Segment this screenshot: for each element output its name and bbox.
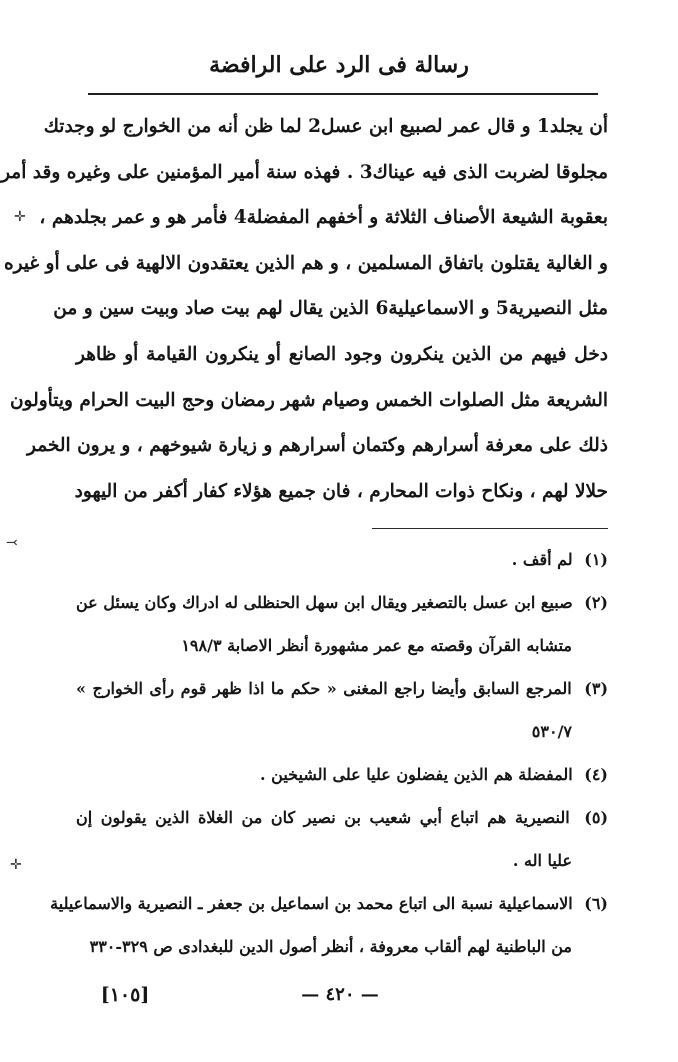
- footnote-number: (٥): [584, 808, 609, 827]
- footnote-number: (٤): [584, 765, 608, 784]
- margin-cross-mark-icon: ✛: [14, 209, 26, 225]
- footnote-5-continuation: عليا اله .: [512, 851, 572, 870]
- footnotes: [50, 538, 609, 968]
- footnote-number: (١): [584, 550, 608, 569]
- header-rule: [88, 93, 598, 95]
- text-line: دخل فيهم من الذين ينكرون وجود الصانع أو ينكرون القيامة أو ظاهر: [76, 343, 608, 365]
- main-text: [1, 104, 608, 514]
- footnote-text: المفضلة هم الذين يفضلون عليا على الشيخين .: [260, 765, 573, 784]
- footnote-text: المرجع السابق وأيضا راجع المغنى « حكم ما اذا ظهر قوم رأى الخوارج »: [76, 679, 572, 698]
- text-line: أن يجلد1 و قال عمر لصبيع ابن عسل2 لما ظن أنه من الخوارج لو وجدتك: [43, 116, 608, 137]
- text-line: ذلك على معرفة أسرارهم وكتمان أسرارهم و زيارة شيوخهم ، و يرون الخمر: [27, 435, 608, 457]
- text-line: الشريعة مثل الصلوات الخمس وصيام شهر رمضان وحج البيت الحرام ويتأولون: [9, 389, 608, 411]
- footnote-3-continuation: ٥٣٠/٧: [531, 722, 572, 741]
- footnote-number: (٢): [584, 593, 608, 612]
- footnote-3: [76, 667, 608, 710]
- original-page-number: [١٠٥]: [100, 984, 150, 1006]
- footnote-2-continuation: متشابه القرآن وقصته مع عمر مشهورة أنظر الاصابة ١٩٨/٣: [181, 636, 572, 655]
- footnote-text: صبيع ابن عسل بالتصغير ويقال ابن سهل الحنظلى له ادراك وكان يسئل عن: [76, 593, 573, 612]
- footnote-text: الاسماعيلية نسبة الى اتباع محمد بن اسماعيل بن جعفر ـ النصيرية والاسماعيلية: [50, 894, 573, 913]
- footnote-separator: [372, 528, 608, 529]
- text-line: و الغالية يقتلون باتفاق المسلمين ، و هم الذين يعتقدون الالهية فى على أو غيره: [3, 252, 608, 274]
- footnote-2: [76, 581, 608, 624]
- footnote-number: (٦): [584, 894, 608, 913]
- margin-arrow-mark-icon: ⤙: [6, 535, 18, 551]
- margin-cross-mark-icon: ✛: [10, 857, 22, 873]
- text-line: بعقوبة الشيعة الأصناف الثلاثة و أخفهم المفضلة4 فأمر هو و عمر بجلدهم ،: [39, 207, 608, 229]
- page-number: — ٤٢٠ —: [301, 984, 379, 1005]
- footnote-number: (٣): [584, 679, 609, 698]
- footnote-text: لم أقف .: [511, 550, 573, 569]
- footnote-4: [76, 753, 608, 796]
- text-line: مثل النصيرية5 و الاسماعيلية6 الذين يقال لهم بيت صاد وبيت سين و من: [53, 298, 608, 320]
- footnote-text: النصيرية هم اتباع أبي شعيب بن نصير كان من الغلاة الذين يقولون إن: [76, 808, 570, 827]
- text-line: حلالا لهم ، ونكاح ذوات المحارم ، فان جميع هؤلاء كفار أكفر من اليهود: [74, 480, 608, 502]
- footnote-5: [76, 796, 608, 839]
- running-header-title: رسالة فى الرد على الرافضة: [209, 52, 469, 78]
- text-line: مجلوقا لضربت الذى فيه عيناك3 . فهذه سنة أمير المؤمنين على وغيره وقد أمر: [1, 161, 608, 183]
- footnote-1: [76, 538, 608, 581]
- footnote-6-continuation: من الباطنية لهم ألقاب معروفة ، أنظر أصول الدين للبغدادى ص ٣٢٩-٣٣٠: [89, 937, 572, 956]
- footnote-6: [50, 882, 608, 925]
